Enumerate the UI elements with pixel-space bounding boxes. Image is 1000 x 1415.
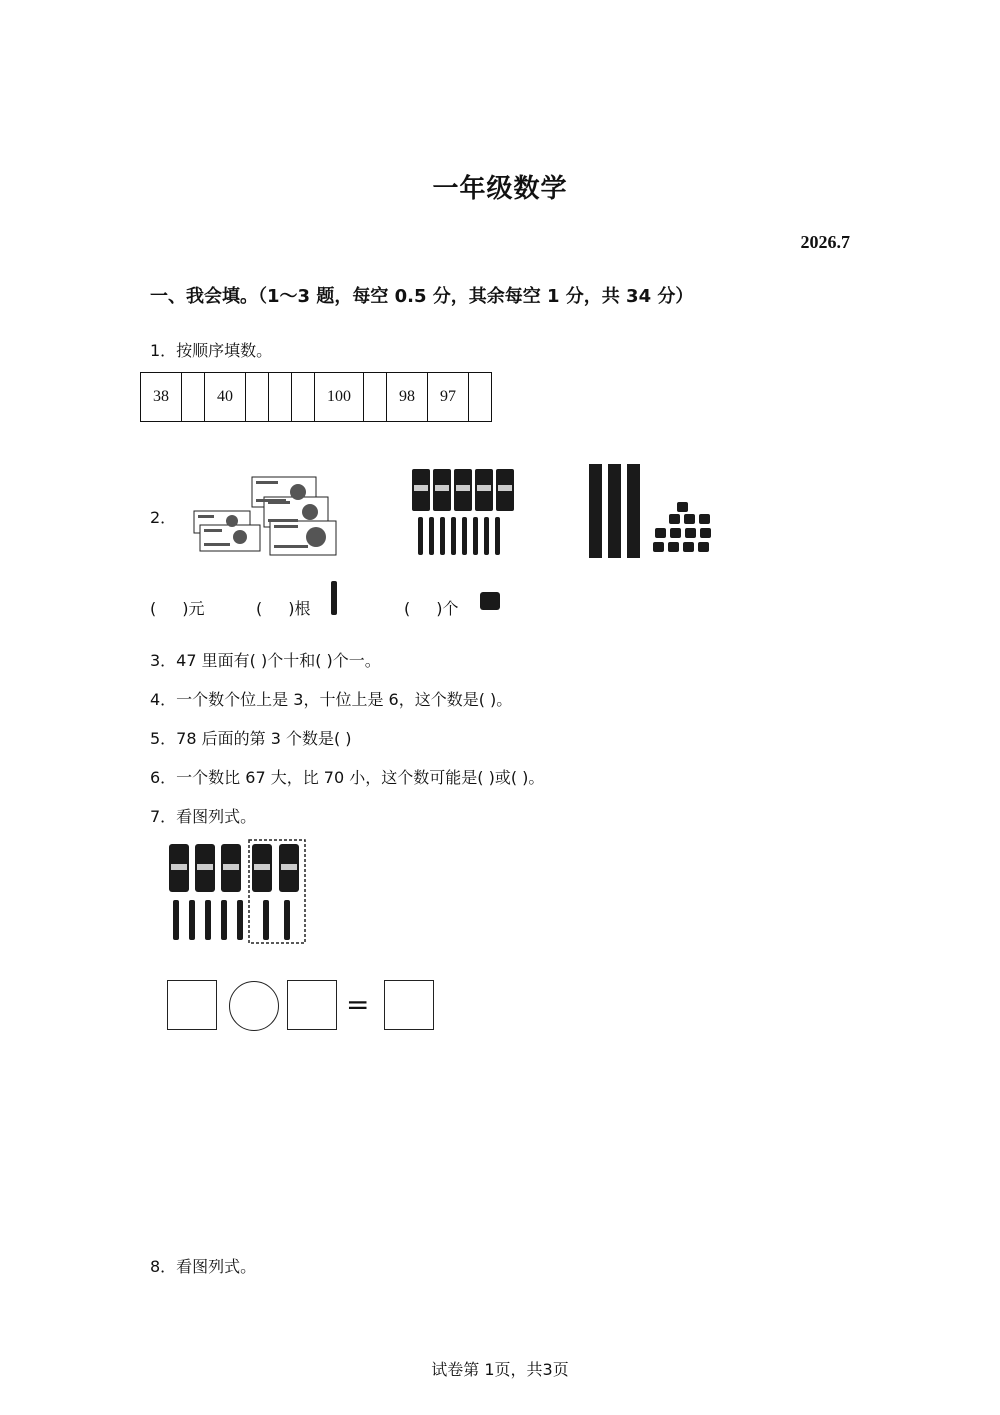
sequence-cell-blank[interactable] (246, 373, 269, 422)
banknote-icon (190, 475, 340, 561)
sequence-cell: 100 (315, 373, 364, 422)
unit-yuan: )元 (182, 599, 205, 618)
question-7-label: 7．看图列式。 (150, 807, 257, 826)
sequence-cell-blank[interactable] (182, 373, 205, 422)
sequence-cell: 98 (387, 373, 428, 422)
section-heading: 一、我会填。（1～3 题，每空 0.5 分，其余每空 1 分，共 34 分） (150, 286, 694, 307)
answer-money (150, 596, 205, 619)
bracket-open: ( (256, 599, 263, 618)
exam-date: 2026.7 (800, 232, 850, 252)
question-1-label: 1．按顺序填数。 (150, 341, 273, 360)
sequence-cell-blank[interactable] (469, 373, 492, 422)
stick-bundle-icon (165, 838, 310, 946)
answer-sticks (256, 596, 311, 619)
question-6: 6．一个数比 67 大，比 70 小，这个数可能是( )或( )。 (150, 768, 545, 787)
ten-bar-icon (585, 460, 720, 560)
sequence-cell: 97 (428, 373, 469, 422)
page-title: 一年级数学 (432, 174, 568, 204)
question-4: 4．一个数个位上是 3，十位上是 6，这个数是( )。 (150, 690, 513, 709)
unit-gen: )根 (288, 599, 311, 618)
single-stick-icon (330, 580, 338, 616)
answer-box-1[interactable] (167, 980, 217, 1030)
equals-sign: = (346, 988, 370, 1021)
sequence-cell-blank[interactable] (364, 373, 387, 422)
sequence-table (140, 372, 492, 422)
sequence-cell-blank[interactable] (269, 373, 292, 422)
question-3: 3．47 里面有( )个十和( )个一。 (150, 651, 381, 670)
operator-circle[interactable] (229, 981, 279, 1031)
answer-box-2[interactable] (287, 980, 337, 1030)
question-2-label: 2． (150, 508, 177, 527)
unit-ge: )个 (436, 599, 459, 618)
bracket-open: ( (404, 599, 411, 618)
question-8-label: 8．看图列式。 (150, 1257, 257, 1276)
sequence-cell-blank[interactable] (292, 373, 315, 422)
unit-cube-icon (478, 590, 502, 612)
page-footer: 试卷第 1页，共3页 (431, 1360, 569, 1379)
sequence-cell: 40 (205, 373, 246, 422)
sequence-cell: 38 (141, 373, 182, 422)
stick-bundle-icon (408, 465, 523, 560)
question-5: 5．78 后面的第 3 个数是( ) (150, 729, 352, 748)
bracket-open: ( (150, 599, 157, 618)
answer-box-result[interactable] (384, 980, 434, 1030)
answer-cubes (404, 596, 459, 619)
